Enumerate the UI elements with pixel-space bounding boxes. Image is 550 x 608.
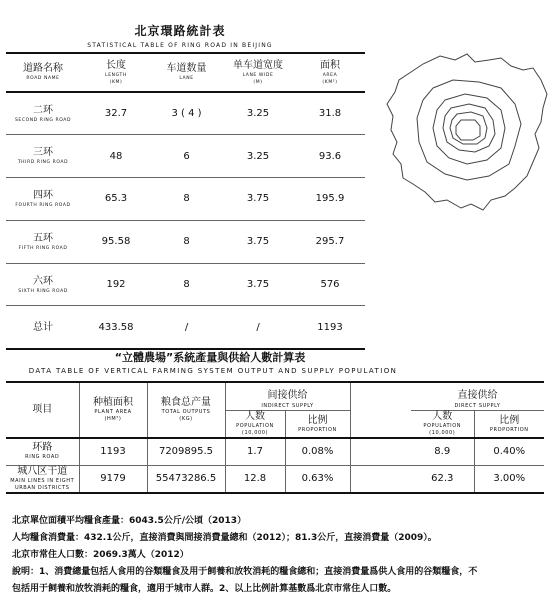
lane-cell: 3 ( 4 ) bbox=[152, 92, 221, 135]
table-row bbox=[6, 220, 365, 263]
road-name-cell: 四环 FOURTH RING ROAD bbox=[6, 178, 80, 221]
notes-block bbox=[12, 513, 542, 598]
road-name-cell: 五环 FIFTH RING ROAD bbox=[6, 220, 80, 263]
indirect-proportion-cell: 0.63% bbox=[285, 465, 350, 493]
road-name-cell: 总计 bbox=[6, 306, 80, 349]
second-ring bbox=[456, 120, 480, 140]
note-line: 包括用于飼養和放牧消耗的糧食，適用于城市人群。2、以上比例計算基數爲北京市常住人口數。 bbox=[12, 584, 397, 594]
item-cell: 城八区干道 MAIN LINES IN EIGHT URBAN DISTRICTS bbox=[6, 465, 79, 493]
lane-wide-cell: 3.25 bbox=[221, 92, 295, 135]
item-cell: 环路 RING ROAD bbox=[6, 438, 79, 465]
direct-proportion-cell: 3.00% bbox=[474, 465, 544, 493]
header-road-name: 道路名称 ROAD NAME bbox=[6, 53, 80, 92]
total-output-cell: 55473286.5 bbox=[147, 465, 225, 493]
lane-wide-cell: 3.75 bbox=[221, 263, 295, 306]
table-row bbox=[6, 438, 544, 465]
table-row bbox=[6, 178, 365, 221]
lane-wide-cell: / bbox=[221, 306, 295, 349]
vertical-farming-table bbox=[6, 381, 544, 494]
area-cell: 576 bbox=[295, 263, 365, 306]
ring-table-header-row bbox=[6, 53, 365, 92]
area-cell: 93.6 bbox=[295, 135, 365, 178]
beijing-outline bbox=[387, 54, 547, 210]
lane-cell: / bbox=[152, 306, 221, 349]
length-cell: 32.7 bbox=[80, 92, 152, 135]
farm-table-subtitle: DATA TABLE OF VERTICAL FARMING SYSTEM OUTPUT AND SUPPLY POPULATION bbox=[28, 367, 398, 375]
header-length: 长度 LENGTH (KM) bbox=[80, 53, 152, 92]
length-cell: 192 bbox=[80, 263, 152, 306]
ring-table-title: 北京環路統計表 bbox=[134, 24, 226, 38]
length-cell: 433.58 bbox=[80, 306, 152, 349]
direct-proportion-cell: 0.40% bbox=[474, 438, 544, 465]
length-cell: 48 bbox=[80, 135, 152, 178]
direct-population-cell: 62.3 bbox=[411, 465, 474, 493]
total-row bbox=[6, 306, 365, 349]
farm-table-title: “立體農場”系統產量與供給人數計算表 bbox=[114, 351, 306, 364]
header-direct-population: 人数 POPULATION (10,000) bbox=[411, 411, 474, 439]
header-indirect-proportion: 比例 PROPORTION bbox=[285, 411, 350, 439]
farm-table-header-row bbox=[6, 382, 544, 411]
area-cell: 195.9 bbox=[295, 178, 365, 221]
lane-cell: 8 bbox=[152, 178, 221, 221]
header-indirect-supply: 间接供给 INDIRECT SUPPLY bbox=[225, 382, 350, 411]
plant-area-cell: 1193 bbox=[79, 438, 147, 465]
ring-road-map bbox=[383, 50, 550, 212]
lane-wide-cell: 3.25 bbox=[221, 135, 295, 178]
lane-cell: 8 bbox=[152, 220, 221, 263]
note-line: 北京市常住人口數：2069.3萬人（2012） bbox=[12, 550, 189, 560]
lane-cell: 8 bbox=[152, 263, 221, 306]
road-name-cell: 二环 SECOND RING ROAD bbox=[6, 92, 80, 135]
total-output-cell: 7209895.5 bbox=[147, 438, 225, 465]
header-total-output: 粮食总产量 TOTAL OUTPUTS (KG) bbox=[147, 382, 225, 438]
indirect-population-cell: 1.7 bbox=[225, 438, 285, 465]
area-cell: 295.7 bbox=[295, 220, 365, 263]
header-item: 项目 bbox=[6, 382, 79, 438]
header-lane: 车道数量 LANE bbox=[152, 53, 221, 92]
note-line: 說明：1、消費總量包括人食用的谷類糧食及用于飼養和放牧消耗的糧食總和；直接消費量爲供人食用的谷類糧食，不 bbox=[12, 567, 478, 577]
ring-table-subtitle: STATISTICAL TABLE OF RING ROAD IN BEIJING bbox=[87, 42, 273, 49]
lane-cell: 6 bbox=[152, 135, 221, 178]
header-direct-supply: 直接供给 DIRECT SUPPLY bbox=[411, 382, 544, 411]
note-line: 北京單位面積平均糧食產量：6043.5公斤/公頃（2013） bbox=[12, 516, 247, 526]
area-cell: 1193 bbox=[295, 306, 365, 349]
road-name-cell: 六环 SIXTH RING ROAD bbox=[6, 263, 80, 306]
table-row bbox=[6, 92, 365, 135]
road-name-cell: 三环 THIRD RING ROAD bbox=[6, 135, 80, 178]
table-row bbox=[6, 465, 544, 493]
ring-road-table bbox=[6, 52, 365, 350]
length-cell: 65.3 bbox=[80, 178, 152, 221]
note-line: 人均糧食消費量：432.1公斤，直接消費與間接消費量總和（2012）；81.3公斤，直接消費量（2009）。 bbox=[12, 533, 437, 543]
direct-population-cell: 8.9 bbox=[411, 438, 474, 465]
header-direct-proportion: 比例 PROPORTION bbox=[474, 411, 544, 439]
header-plant-area: 种植面积 PLANT AREA (HM²) bbox=[79, 382, 147, 438]
indirect-proportion-cell: 0.08% bbox=[285, 438, 350, 465]
header-lane-wide: 单车道宽度 LANE WIDE (M) bbox=[221, 53, 295, 92]
header-area: 面积 AREA (KM²) bbox=[295, 53, 365, 92]
lane-wide-cell: 3.75 bbox=[221, 220, 295, 263]
plant-area-cell: 9179 bbox=[79, 465, 147, 493]
length-cell: 95.58 bbox=[80, 220, 152, 263]
table-row bbox=[6, 263, 365, 306]
header-indirect-population: 人数 POPULATION (10,000) bbox=[225, 411, 285, 439]
area-cell: 31.8 bbox=[295, 92, 365, 135]
indirect-population-cell: 12.8 bbox=[225, 465, 285, 493]
lane-wide-cell: 3.75 bbox=[221, 178, 295, 221]
table-row bbox=[6, 135, 365, 178]
